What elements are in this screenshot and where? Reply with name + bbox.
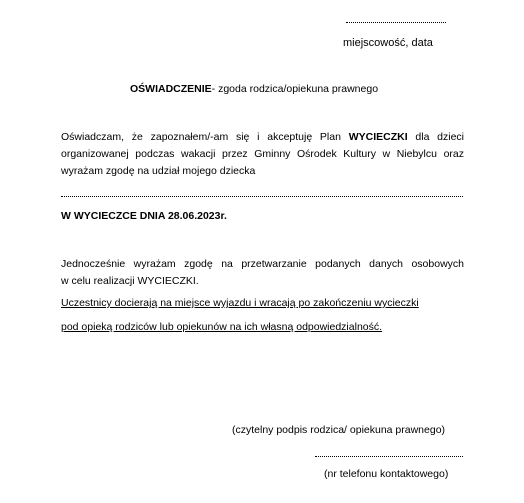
phone-dotted-line [315, 456, 463, 457]
document-title [130, 83, 378, 95]
phone-label: (nr telefonu kontaktowego) [324, 468, 449, 480]
declaration-line-1 [61, 131, 464, 143]
declaration-line-2: organizowanej podczas wakacji przez Gminny Ośrodek Kultury w Niebylcu oraz [61, 148, 464, 160]
declaration-line-1-end: dla dzieci [415, 131, 465, 143]
child-name-dotted-line [61, 196, 463, 197]
signature-label: (czytelny podpis rodzica/ opiekuna prawnego) [232, 424, 446, 436]
title-bold: OŚWIADCZENIE [130, 83, 212, 95]
data-consent-line-2: w celu realizacji WYCIECZKI. [61, 275, 199, 287]
notice-line-1: Uczestnicy docierają na miejsce wyjazdu i wracają po zakończeniu wycieczki [61, 297, 419, 309]
trip-word-bold: WYCIECZKI [348, 131, 408, 143]
title-rest: - zgoda rodzica/opiekuna prawnego [211, 83, 379, 95]
trip-date: W WYCIECZCE DNIA 28.06.2023r. [61, 210, 227, 222]
data-consent-line-1: Jednocześnie wyrażam zgodę na przetwarzanie podanych danych osobowych [61, 258, 464, 270]
notice-line-2: pod opieką rodziców lub opiekunów na ich własną odpowiedzialność. [61, 321, 383, 333]
declaration-line-3: wyrażam zgodę na udział mojego dziecka [61, 165, 256, 177]
place-date-dotted-line [346, 22, 446, 23]
declaration-line-1-text: Oświadczam, że zapoznałem/-am się i akceptuję Plan [61, 131, 341, 143]
place-date-label: miejscowość, data [343, 37, 433, 49]
